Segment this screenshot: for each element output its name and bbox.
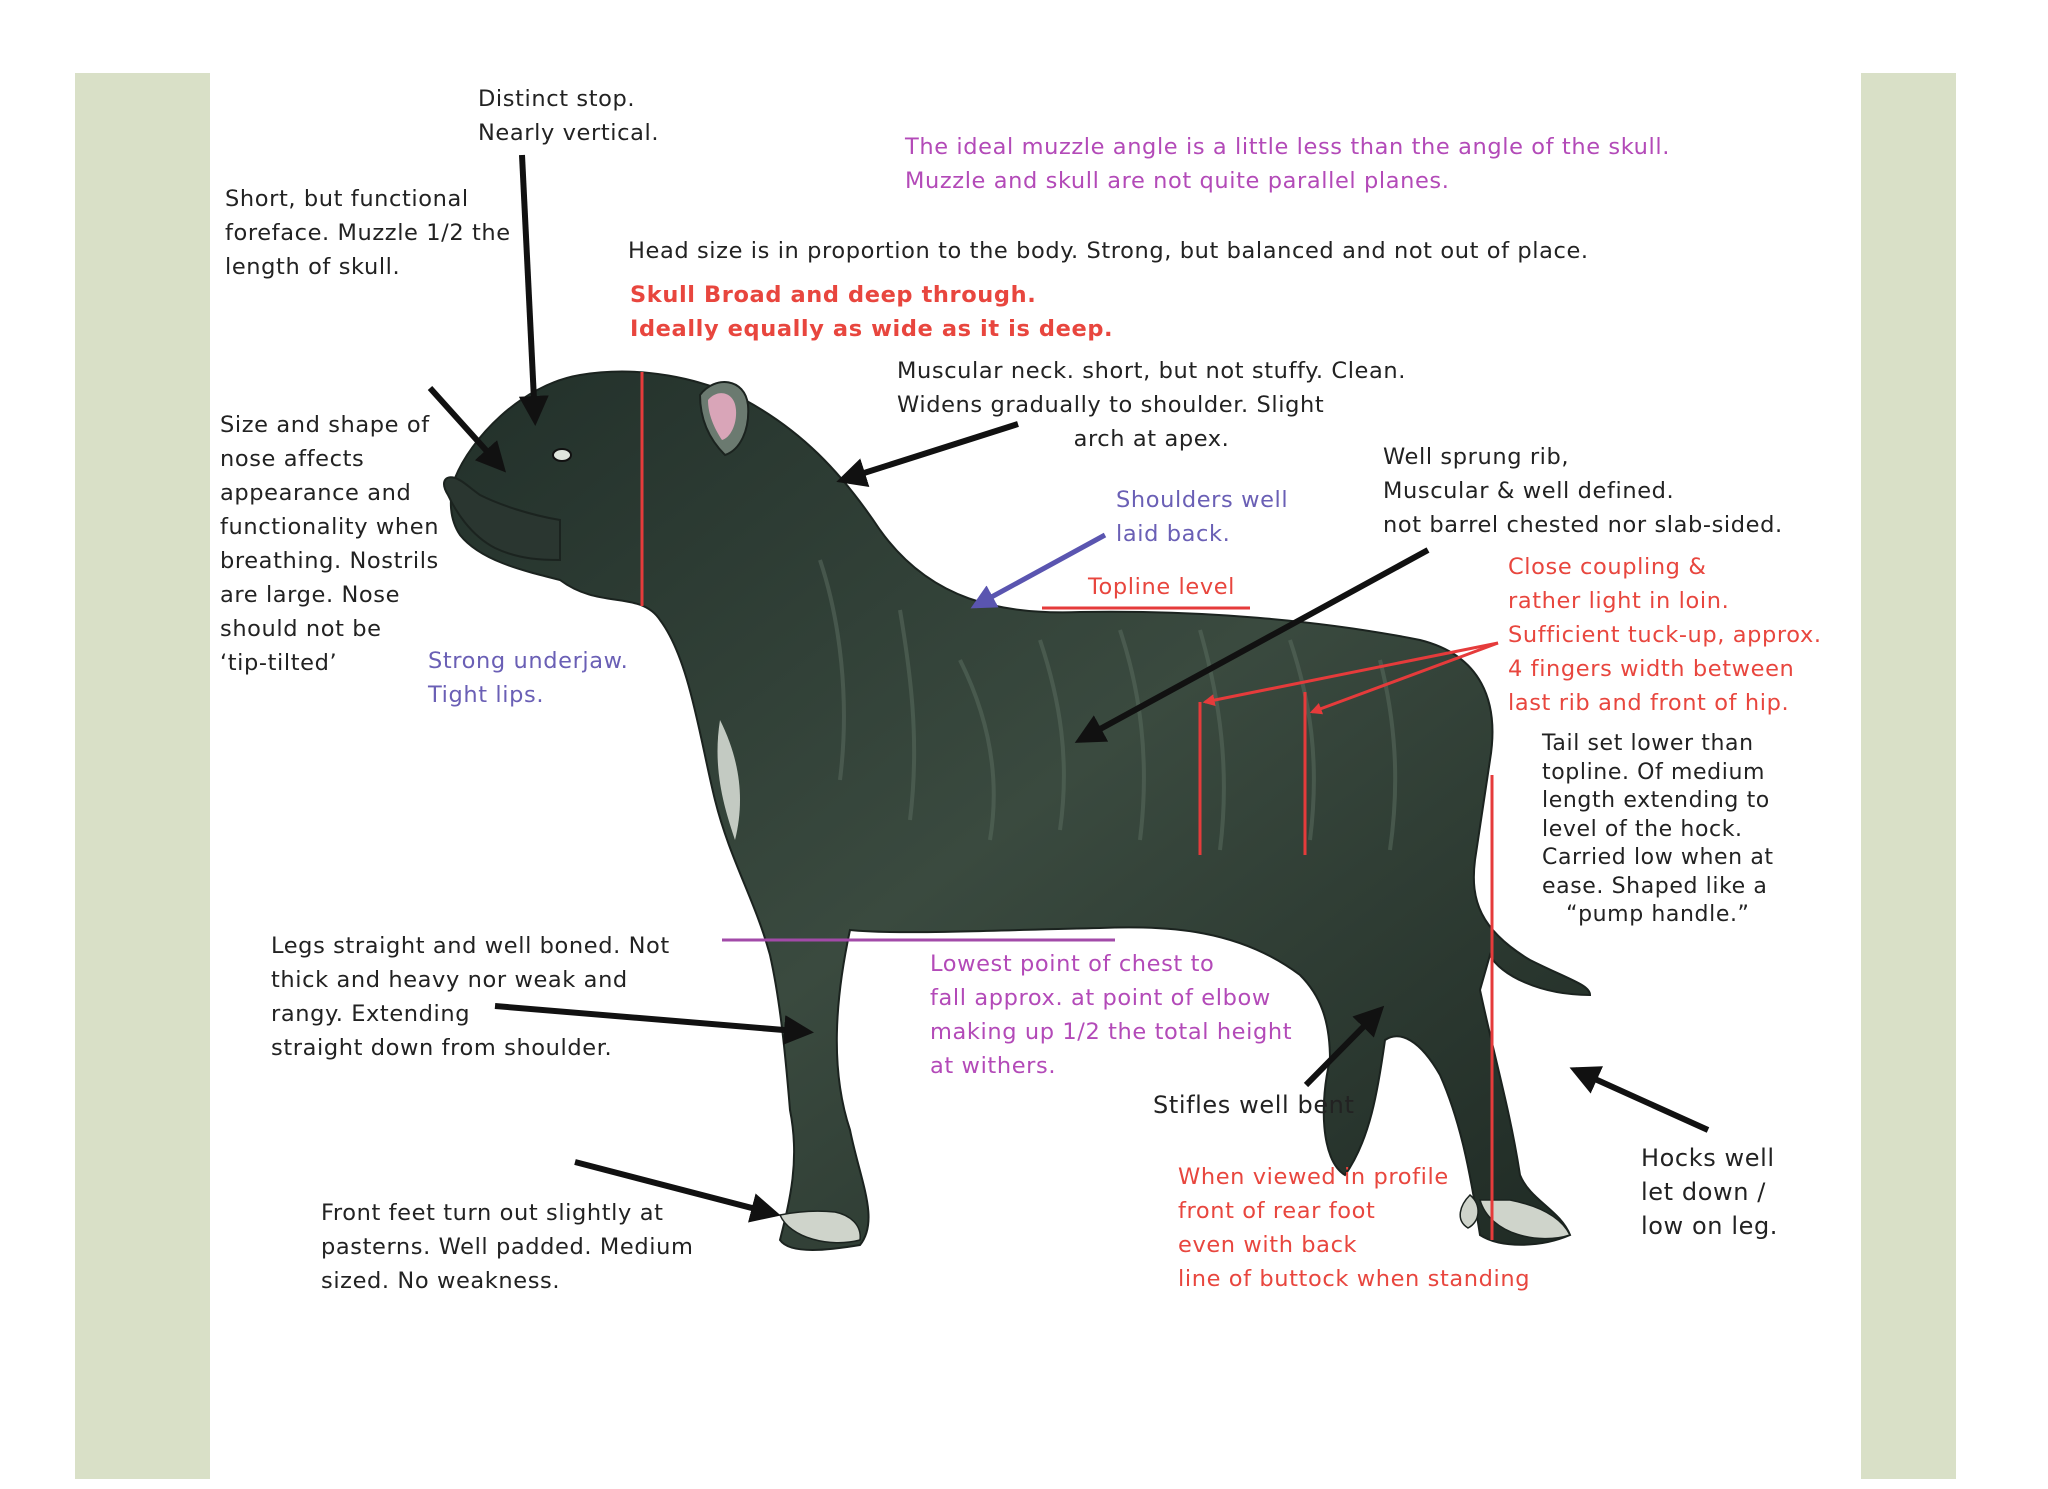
note-head-size: Head size is in proportion to the body. Strong, but balanced and not out of place. bbox=[628, 238, 1589, 264]
note-hocks: Hocks well let down / low on leg. bbox=[1641, 1144, 1779, 1240]
note-stop: Distinct stop. Nearly vertical. bbox=[478, 86, 660, 146]
note-rib: Well sprung rib, Muscular & well defined. not barrel chested nor slab-sided. bbox=[1383, 444, 1783, 538]
note-tail: Tail set lower than topline. Of medium length extending to level of the hock. Carried low when at ease. Shaped like a “pump handle.” bbox=[1542, 731, 1774, 927]
note-skull: Skull Broad and deep through. Ideally equally as wide as it is deep. bbox=[630, 282, 1114, 342]
arrow-stop bbox=[522, 155, 535, 420]
note-muzzle-angle: The ideal muzzle angle is a little less than the angle of the skull. Muzzle and skull are not quite parallel planes. bbox=[905, 134, 1670, 194]
note-chest: Lowest point of chest to fall approx. at point of elbow making up 1/2 the total height at withers. bbox=[930, 951, 1293, 1079]
note-topline: Topline level bbox=[1088, 574, 1236, 600]
note-coupling: Close coupling & rather light in loin. Sufficient tuck-up, approx. 4 fingers width between last rib and front of hip. bbox=[1508, 554, 1822, 716]
note-underjaw: Strong underjaw. Tight lips. bbox=[428, 648, 629, 708]
note-foreface: Short, but functional foreface. Muzzle 1/2 the length of skull. bbox=[225, 186, 511, 280]
note-front-feet: Front feet turn out slightly at pasterns. Well padded. Medium sized. No weakness. bbox=[321, 1200, 694, 1294]
note-neck: Muscular neck. short, but not stuffy. Clean. Widens gradually to shoulder. Slight arch at apex. bbox=[897, 358, 1406, 452]
note-shoulders: Shoulders well laid back. bbox=[1116, 487, 1289, 547]
arrow-hocks bbox=[1575, 1070, 1708, 1130]
note-stifles: Stifles well bent bbox=[1153, 1091, 1355, 1119]
arrow-shoulders bbox=[975, 535, 1105, 606]
note-nose: Size and shape of nose affects appearance and functionality when breathing. Nostrils are large. Nose should not be ‘tip-tilted’ bbox=[220, 412, 440, 676]
note-legs: Legs straight and well boned. Not thick and heavy nor weak and rangy. Extending straight down from shoulder. bbox=[271, 933, 670, 1061]
note-rear-foot: When viewed in profile front of rear foot even with back line of buttock when standing bbox=[1178, 1164, 1531, 1292]
